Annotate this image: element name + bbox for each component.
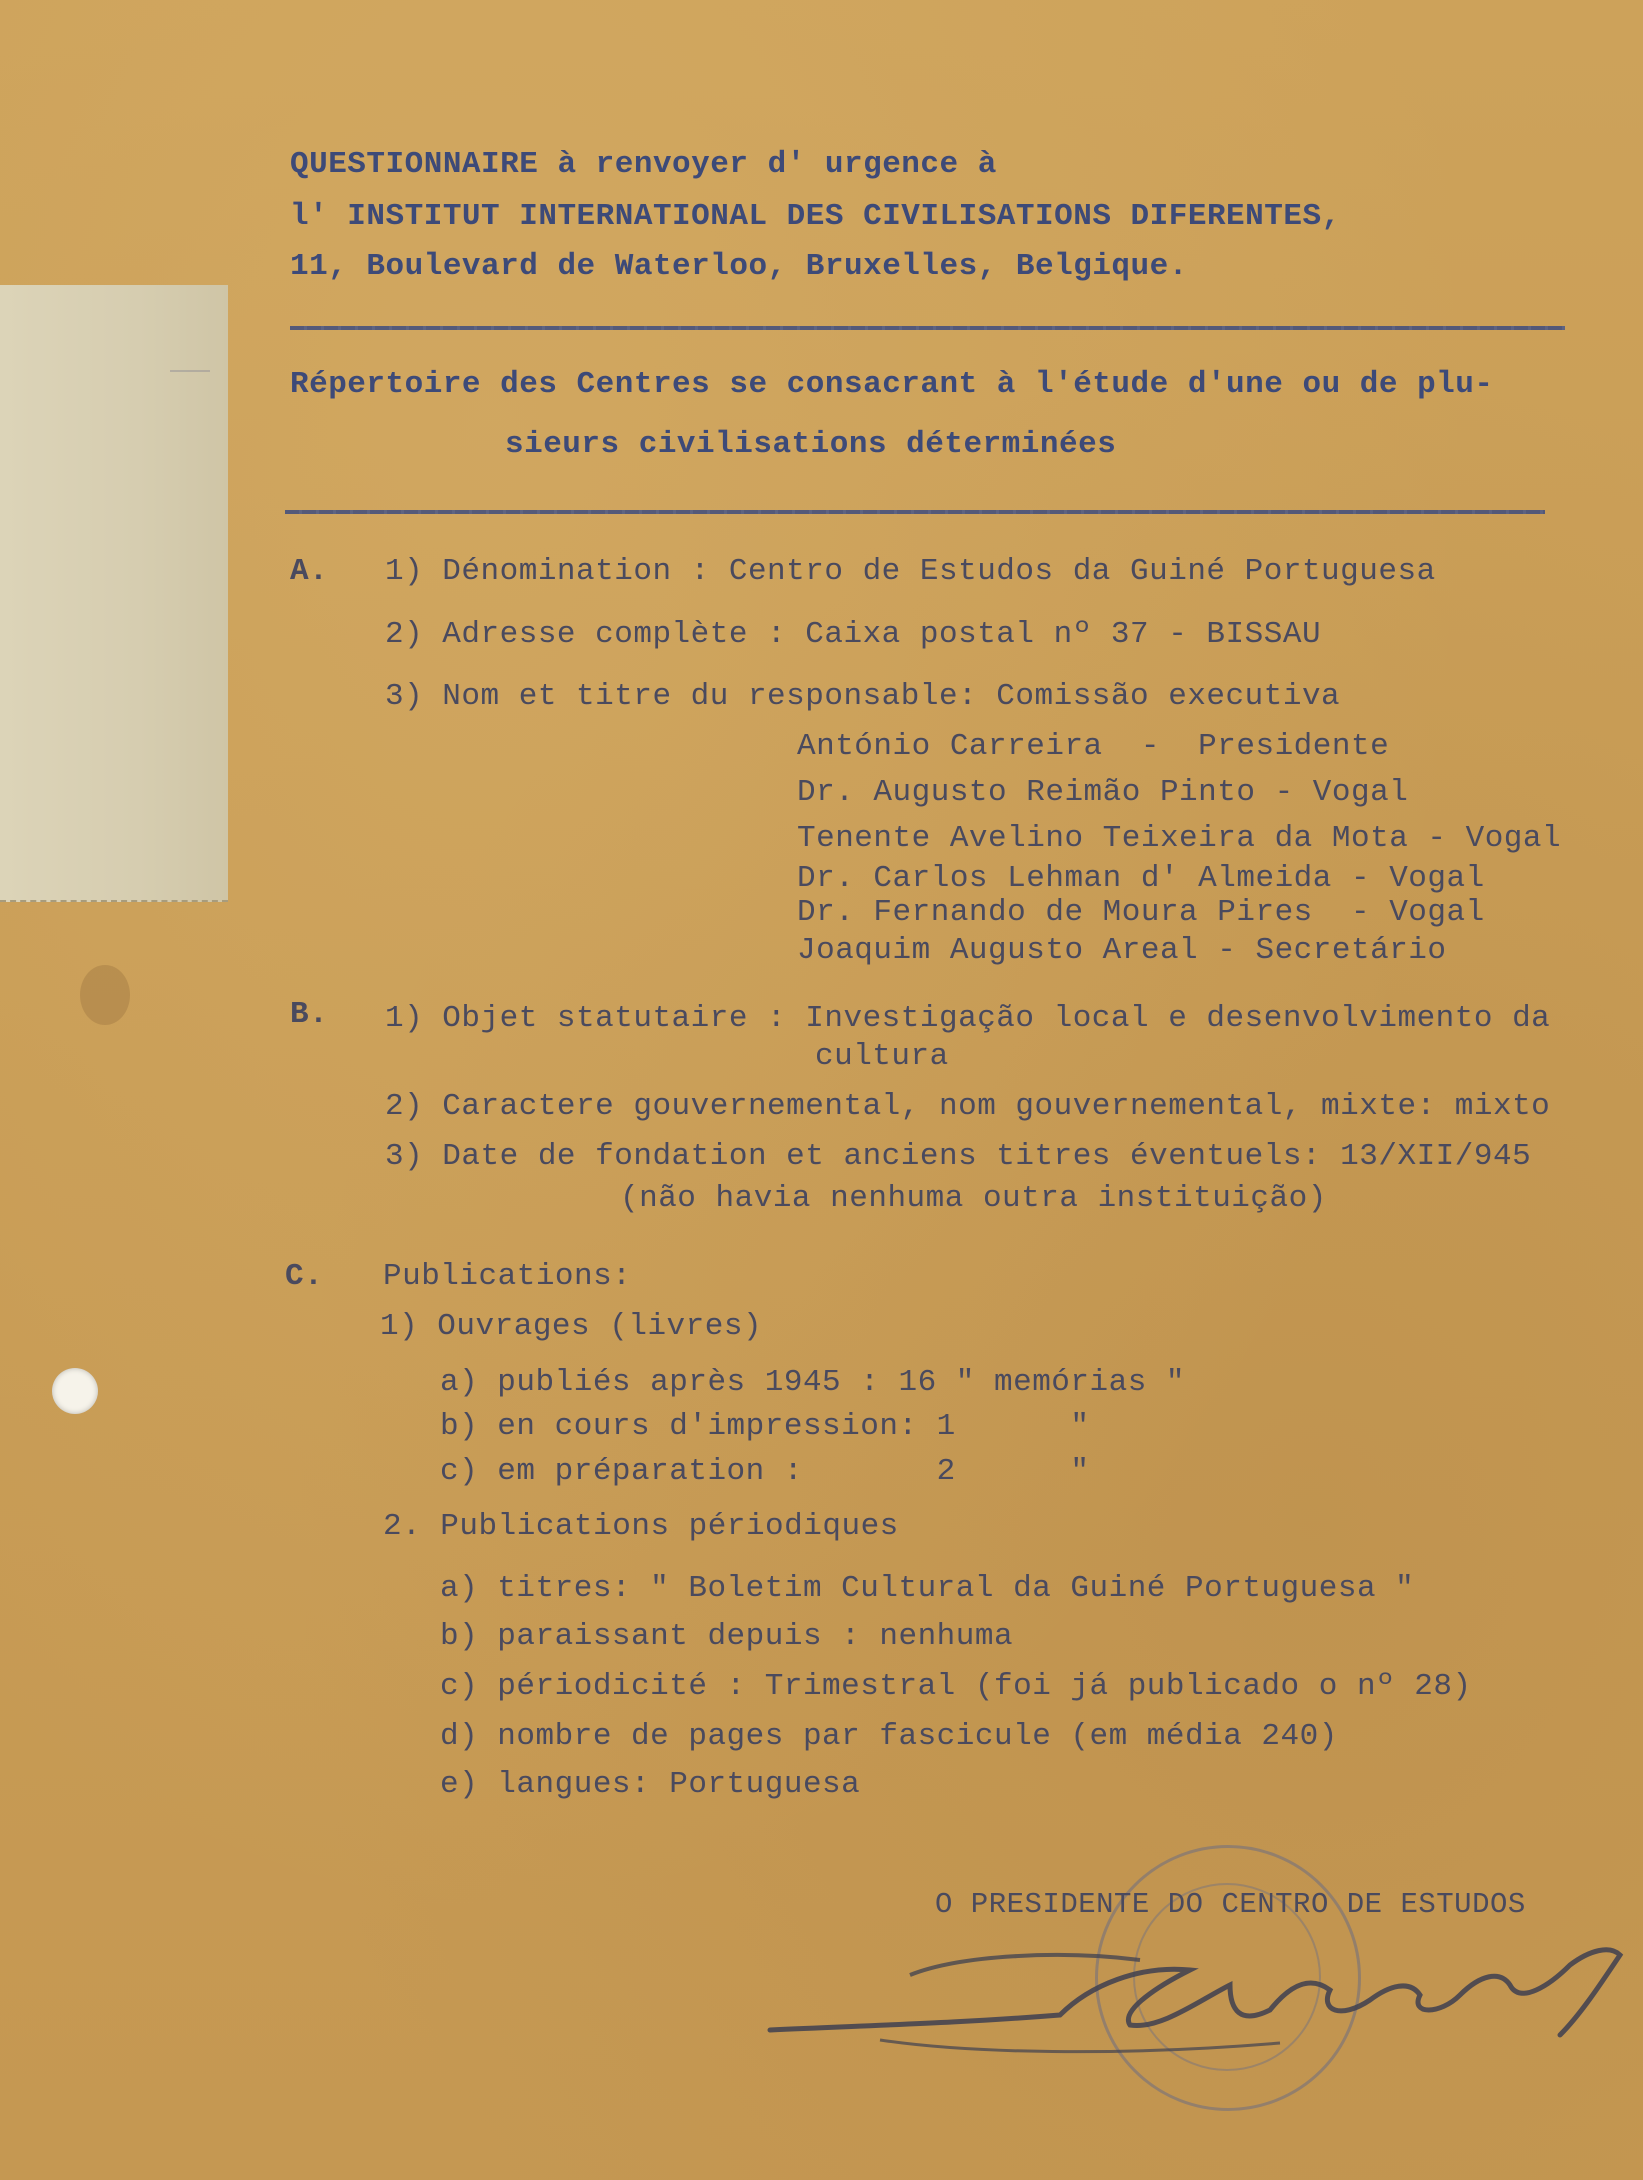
signature-title: O PRESIDENTE DO CENTRO DE ESTUDOS xyxy=(935,1888,1526,1921)
address: 2) Adresse complète : Caixa postal nº 37 - BISSAU xyxy=(385,617,1322,652)
section-c-letter: C. xyxy=(285,1259,324,1294)
caractere: 2) Caractere gouvernemental, nom gouvernemental, mixte: mixto xyxy=(385,1089,1551,1124)
ouvrages: 1) Ouvrages (livres) xyxy=(380,1309,763,1344)
objet-statutaire: 1) Objet statutaire : Investigação local e desenvolvimento da xyxy=(385,1001,1551,1036)
section-b-letter: B. xyxy=(290,997,329,1032)
periodiques-a: a) titres: " Boletim Cultural da Guiné Portuguesa " xyxy=(440,1571,1415,1606)
member-6: Joaquim Augusto Areal - Secretário xyxy=(797,933,1447,968)
member-5: Dr. Fernando de Moura Pires - Vogal xyxy=(797,895,1485,930)
ouvrages-c: c) em préparation : 2 " xyxy=(440,1454,1090,1489)
member-1: António Carreira - Presidente xyxy=(797,729,1390,764)
repertoire-line-2: sieurs civilisations déterminées xyxy=(505,427,1117,462)
punch-hole xyxy=(52,1368,98,1414)
ouvrages-a: a) publiés après 1945 : 16 " memórias " xyxy=(440,1365,1186,1400)
header-line-3: 11, Boulevard de Waterloo, Bruxelles, Belgique. xyxy=(290,249,1188,284)
objet-statutaire-cont: cultura xyxy=(815,1039,949,1074)
periodiques-c: c) périodicité : Trimestral (foi já publicado o nº 28) xyxy=(440,1669,1472,1704)
member-2: Dr. Augusto Reimão Pinto - Vogal xyxy=(797,775,1409,810)
strip-mark xyxy=(170,370,210,392)
date-fondation: 3) Date de fondation et anciens titres éventuels: 13/XII/945 xyxy=(385,1139,1532,1174)
periodiques-b: b) paraissant depuis : nenhuma xyxy=(440,1619,1014,1654)
responsable: 3) Nom et titre du responsable: Comissão executiva xyxy=(385,679,1341,714)
header-line-1: QUESTIONNAIRE à renvoyer d' urgence à xyxy=(290,147,997,182)
ouvrages-b: b) en cours d'impression: 1 " xyxy=(440,1409,1090,1444)
second-divider xyxy=(285,510,1545,514)
member-3: Tenente Avelino Teixeira da Mota - Vogal xyxy=(797,821,1562,856)
periodiques-d: d) nombre de pages par fascicule (em média 240) xyxy=(440,1719,1338,1754)
periodiques-e: e) langues: Portuguesa xyxy=(440,1767,861,1802)
handwritten-signature xyxy=(760,1915,1630,2065)
periodiques-title: 2. Publications périodiques xyxy=(383,1509,899,1544)
header-line-2: l' INSTITUT INTERNATIONAL DES CIVILISATIONS DIFERENTES, xyxy=(290,199,1341,234)
publications-title: Publications: xyxy=(383,1259,632,1294)
top-divider xyxy=(290,326,1565,330)
section-a-letter: A. xyxy=(290,554,329,589)
member-4: Dr. Carlos Lehman d' Almeida - Vogal xyxy=(797,861,1485,896)
repertoire-line-1: Répertoire des Centres se consacrant à l'étude d'une ou de plu- xyxy=(290,367,1494,402)
attached-paper-strip xyxy=(0,285,228,902)
date-fondation-cont: (não havia nenhuma outra instituição) xyxy=(620,1181,1327,1216)
paper-stain xyxy=(80,965,130,1025)
denomination: 1) Dénomination : Centro de Estudos da Guiné Portuguesa xyxy=(385,554,1436,589)
